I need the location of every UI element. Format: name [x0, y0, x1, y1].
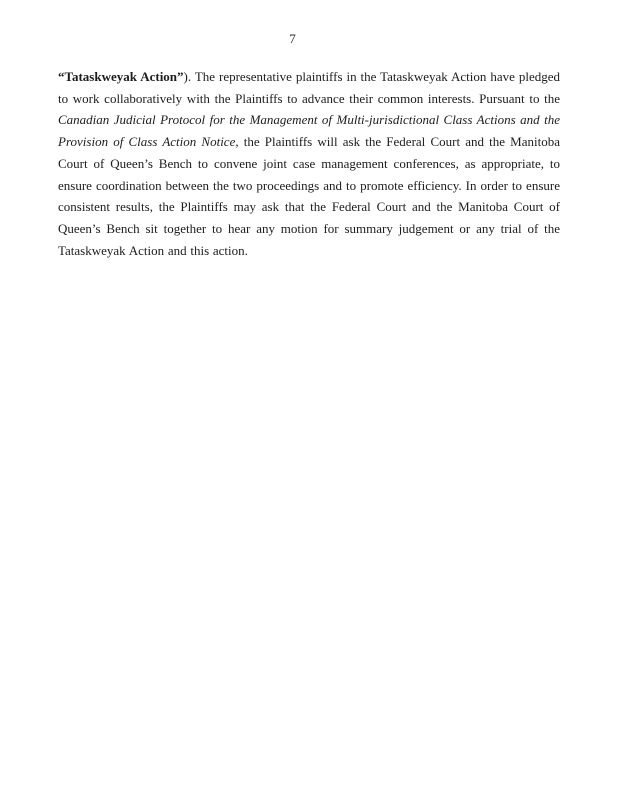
text-segment-italic: Canadian Judicial Protocol for the Management of Multi-jurisdictional Class Actions and the Provision of Class Action Notice	[58, 112, 560, 150]
text-segment-bold: “Tataskweyak Action”	[58, 69, 184, 84]
page-number: 7	[289, 31, 296, 46]
body-paragraph	[58, 66, 560, 261]
text-segment-normal: ). The representative plaintiffs in the Tataskweyak Action have pledged to work collaboratively with the Plaintiffs to advance their common interests. Pursuant to the	[58, 69, 560, 106]
text-segment-normal: , the Plaintiffs will ask the Federal Court and the Manitoba Court of Queen’s Bench to convene joint case management conferences, as appropriate, to ensure coordination between the two proceedings and to promote efficiency. In order to ensure consistent results, the Plaintiffs may ask that the Federal Court and the Manitoba Court of Queen’s Bench sit together to hear any motion for summary judgement or any trial of the Tataskweyak Action and this action.	[58, 134, 560, 258]
